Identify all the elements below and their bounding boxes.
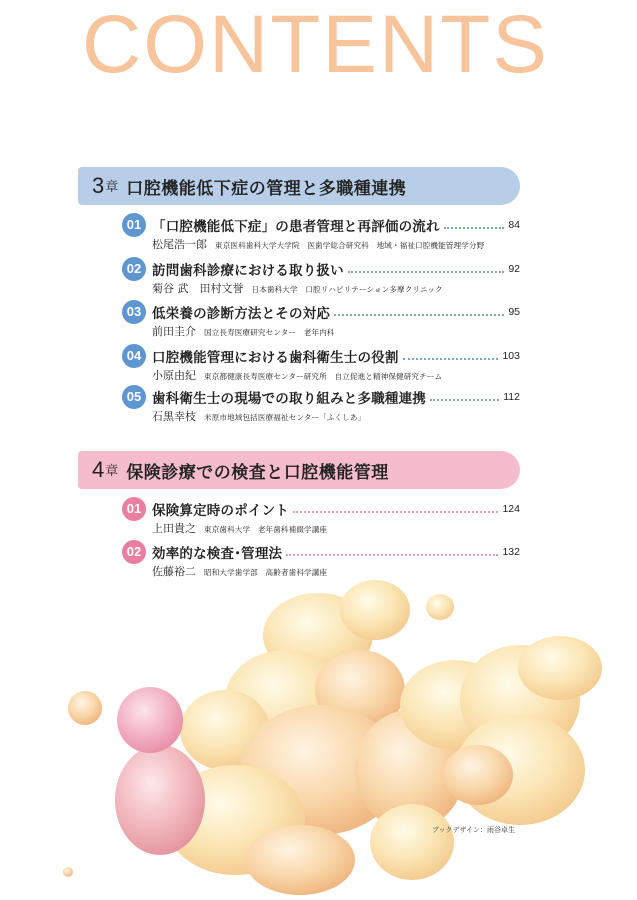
entry-number-badge: 05: [122, 385, 146, 409]
entry-number-badge: 01: [122, 497, 146, 521]
chapter-suffix: 章: [105, 464, 119, 479]
entry-number-badge: 01: [122, 213, 146, 237]
page-number: 112: [503, 391, 520, 403]
entry-title: 効率的な検査･管理法: [152, 546, 283, 562]
author-name: 上田貴之: [152, 522, 196, 535]
entry-title: 保険算定時のポイント: [152, 503, 289, 519]
author-name: 石黒幸枝: [152, 410, 196, 423]
entry-title: 歯科衛生士の現場での取り組みと多職種連携: [152, 391, 426, 407]
chapter-number: 3: [92, 173, 105, 198]
chapter-title: 保険診療での検査と口腔機能管理: [126, 462, 389, 483]
author-affiliation: 東京都健康長寿医療センター研究所 自立促進と精神保健研究チーム: [204, 372, 443, 381]
page-number: 132: [502, 546, 520, 558]
chapter-suffix: 章: [105, 180, 119, 195]
author-affiliation: 昭和大学歯学部 高齢者歯科学講座: [204, 568, 328, 577]
entry-number-badge: 03: [122, 300, 146, 324]
author-name: 松尾浩一郎: [152, 238, 207, 251]
chapter-title: 口腔機能低下症の管理と多職種連携: [126, 178, 407, 199]
author-affiliation: 日本歯科大学 口腔リハビリテーション多摩クリニック: [251, 285, 443, 294]
contents-title: CONTENTS: [82, 0, 549, 90]
entry-title: 低栄養の診断方法とその対応: [152, 306, 331, 322]
page-number: 95: [508, 306, 520, 318]
author-name: 前田圭介: [152, 325, 196, 338]
author-affiliation: 米原市地域包括医療福祉センター「ふくしあ」: [204, 413, 366, 422]
author-name: 菊谷 武 田村文誉: [152, 282, 244, 295]
page-number: 92: [508, 263, 520, 275]
page-number: 124: [502, 503, 520, 515]
bubble-cluster: [63, 580, 602, 895]
book-design-credit: ブックデザイン：雨谷卓生: [432, 826, 516, 834]
entry-number-badge: 02: [122, 540, 146, 564]
entry-number-badge: 04: [122, 344, 146, 368]
page-number: 84: [508, 219, 520, 231]
author-affiliation: 東京医科歯科大学大学院 医歯学総合研究科 地域・福祉口腔機能管理学分野: [215, 241, 485, 250]
page-number: 103: [502, 350, 520, 362]
entry-title: 口腔機能管理における歯科衛生士の役割: [152, 350, 399, 366]
author-name: 佐藤裕二: [152, 565, 196, 578]
author-name: 小原由紀: [152, 369, 196, 382]
author-affiliation: 東京歯科大学 老年歯科補綴学講座: [204, 525, 328, 534]
entry-number-badge: 02: [122, 257, 146, 281]
author-affiliation: 国立長寿医療研究センター 老年内科: [204, 328, 335, 337]
chapter-number: 4: [92, 457, 105, 482]
entry-title: 訪問歯科診療における取り扱い: [152, 263, 344, 279]
entry-title: 「口腔機能低下症」の患者管理と再評価の流れ: [152, 219, 440, 235]
